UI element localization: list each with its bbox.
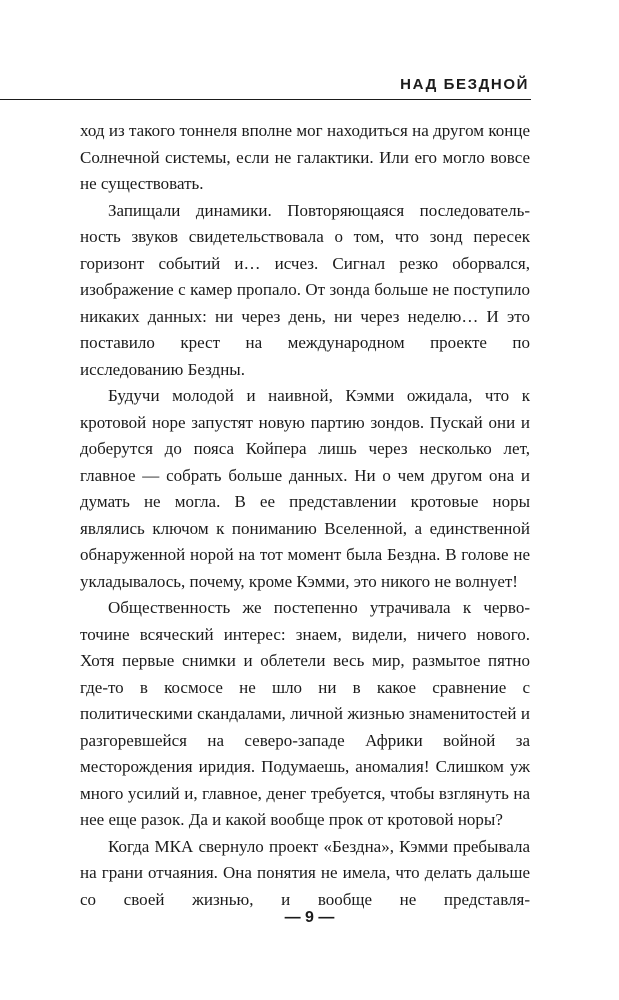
body-text (80, 118, 530, 913)
paragraph: Запищали динамики. Повторяющаяся последовательность звуков свидетельствовала о том, что зонд пересек горизонт событий и… исчез. Сигнал резко оборвался, изображение с камер пропало. От зонда больше не поступило никаких данных: ни через день, ни через неделю… И это поставило крест на международном проекте по исследованию Бездны. (80, 200, 530, 379)
paragraph: Когда МКА свернуло проект «Бездна», Кэмми пребывала на грани отчаяния. Она понятия не имела, что делать дальше со своей жизнью, и вообще не представля- (80, 836, 530, 909)
paragraph: ход из такого тоннеля вполне мог находиться на другом конце Солнечной системы, если не галактики. Или его могло вовсе не существовать. (80, 121, 530, 193)
page-number: — 9 — (284, 909, 335, 926)
header-rule (0, 99, 531, 100)
paragraph: Общественность же постепенно утрачивала к червоточине всяческий интерес: знаем, видели, ничего нового. Хотя первые снимки и облетели весь мир, размытое пятно где-то в космосе не шло ни в какое сравнение с политическими скандалами, личной жизнью знаменитостей и разгоревшейся на северо-западе Африки войной за месторождения иридия. Подумаешь, аномалия! Слишком уж много усилий и, главное, денег требуется, чтобы взглянуть на нее еще разок. Да и какой вообще прок от кротовой норы? (80, 598, 530, 829)
paragraph: Будучи молодой и наивной, Кэмми ожидала, что к кротовой норе запустят новую партию зондов. Пускай они и доберутся до пояса Койпера лишь через несколько лет, главное — собрать больше данных. Ни о чем другом она и думать не могла. В ее представлении кротовые норы являлись ключом к пониманию Вселенной, а единственной обнаруженной норой на тот момент была Бездна. В голове не укладывалось, почему, кроме Кэмми, это никого не волнует! (80, 386, 530, 591)
running-title: НАД БЕЗДНОЙ (400, 76, 529, 93)
